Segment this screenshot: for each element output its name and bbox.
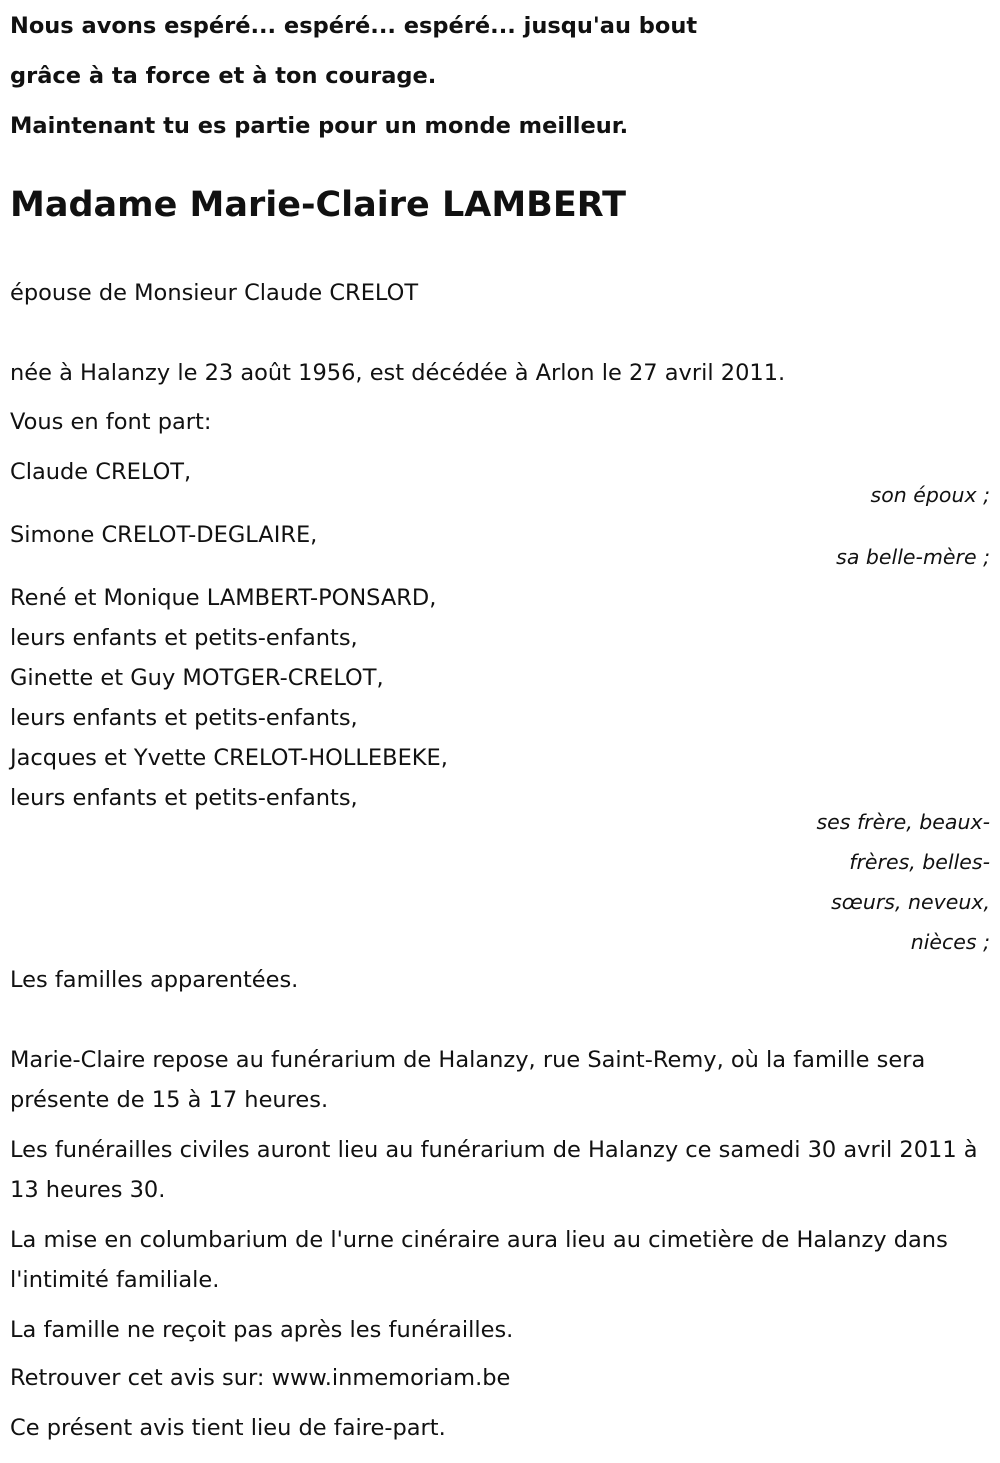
detail-paragraph: La mise en columbarium de l'urne cinéraire aura lieu au cimetière de Halanzy dans l'intimité familiale.: [10, 1227, 948, 1293]
family-spouse-role: son époux ;: [870, 483, 990, 507]
family-siblings-role: ses frère, beaux-: [816, 810, 990, 834]
family-siblings-role: frères, belles-: [849, 850, 990, 874]
family-sibling-line: René et Monique LAMBERT-PONSARD,: [10, 585, 437, 611]
epigraph-line: Nous avons espéré... espéré... espéré... jusqu'au bout: [10, 13, 698, 39]
family-siblings-role: nièces ;: [910, 930, 990, 954]
family-spouse: Claude CRELOT,: [10, 459, 192, 485]
family-related: Les familles apparentées.: [10, 967, 299, 993]
detail-paragraph: Ce présent avis tient lieu de faire-part.: [10, 1415, 446, 1441]
spouse-line: épouse de Monsieur Claude CRELOT: [10, 280, 419, 306]
birth-death-line: née à Halanzy le 23 août 1956, est décédée à Arlon le 27 avril 2011.: [10, 360, 786, 386]
detail-paragraph: Les funérailles civiles auront lieu au funérarium de Halanzy ce samedi 30 avril 2011 à 13 heures 30.: [10, 1137, 978, 1203]
detail-paragraph: La famille ne reçoit pas après les funérailles.: [10, 1317, 514, 1343]
epigraph-line: grâce à ta force et à ton courage.: [10, 63, 437, 89]
family-sibling-line: Ginette et Guy MOTGER-CRELOT,: [10, 665, 384, 691]
family-sibling-line: leurs enfants et petits-enfants,: [10, 625, 358, 651]
family-siblings-role: sœurs, neveux,: [831, 890, 990, 914]
announce-line: Vous en font part:: [10, 409, 212, 435]
detail-paragraph: Marie-Claire repose au funérarium de Halanzy, rue Saint-Remy, où la famille sera présente de 15 à 17 heures.: [10, 1047, 926, 1113]
family-mother-in-law: Simone CRELOT-DEGLAIRE,: [10, 522, 318, 548]
family-sibling-line: Jacques et Yvette CRELOT-HOLLEBEKE,: [10, 745, 448, 771]
epigraph-line: Maintenant tu es partie pour un monde meilleur.: [10, 113, 629, 139]
family-sibling-line: leurs enfants et petits-enfants,: [10, 785, 358, 811]
family-sibling-line: leurs enfants et petits-enfants,: [10, 705, 358, 731]
deceased-name: Madame Marie-Claire LAMBERT: [10, 185, 627, 225]
detail-paragraph: Retrouver cet avis sur: www.inmemoriam.be: [10, 1365, 511, 1391]
family-mother-in-law-role: sa belle-mère ;: [836, 545, 990, 569]
